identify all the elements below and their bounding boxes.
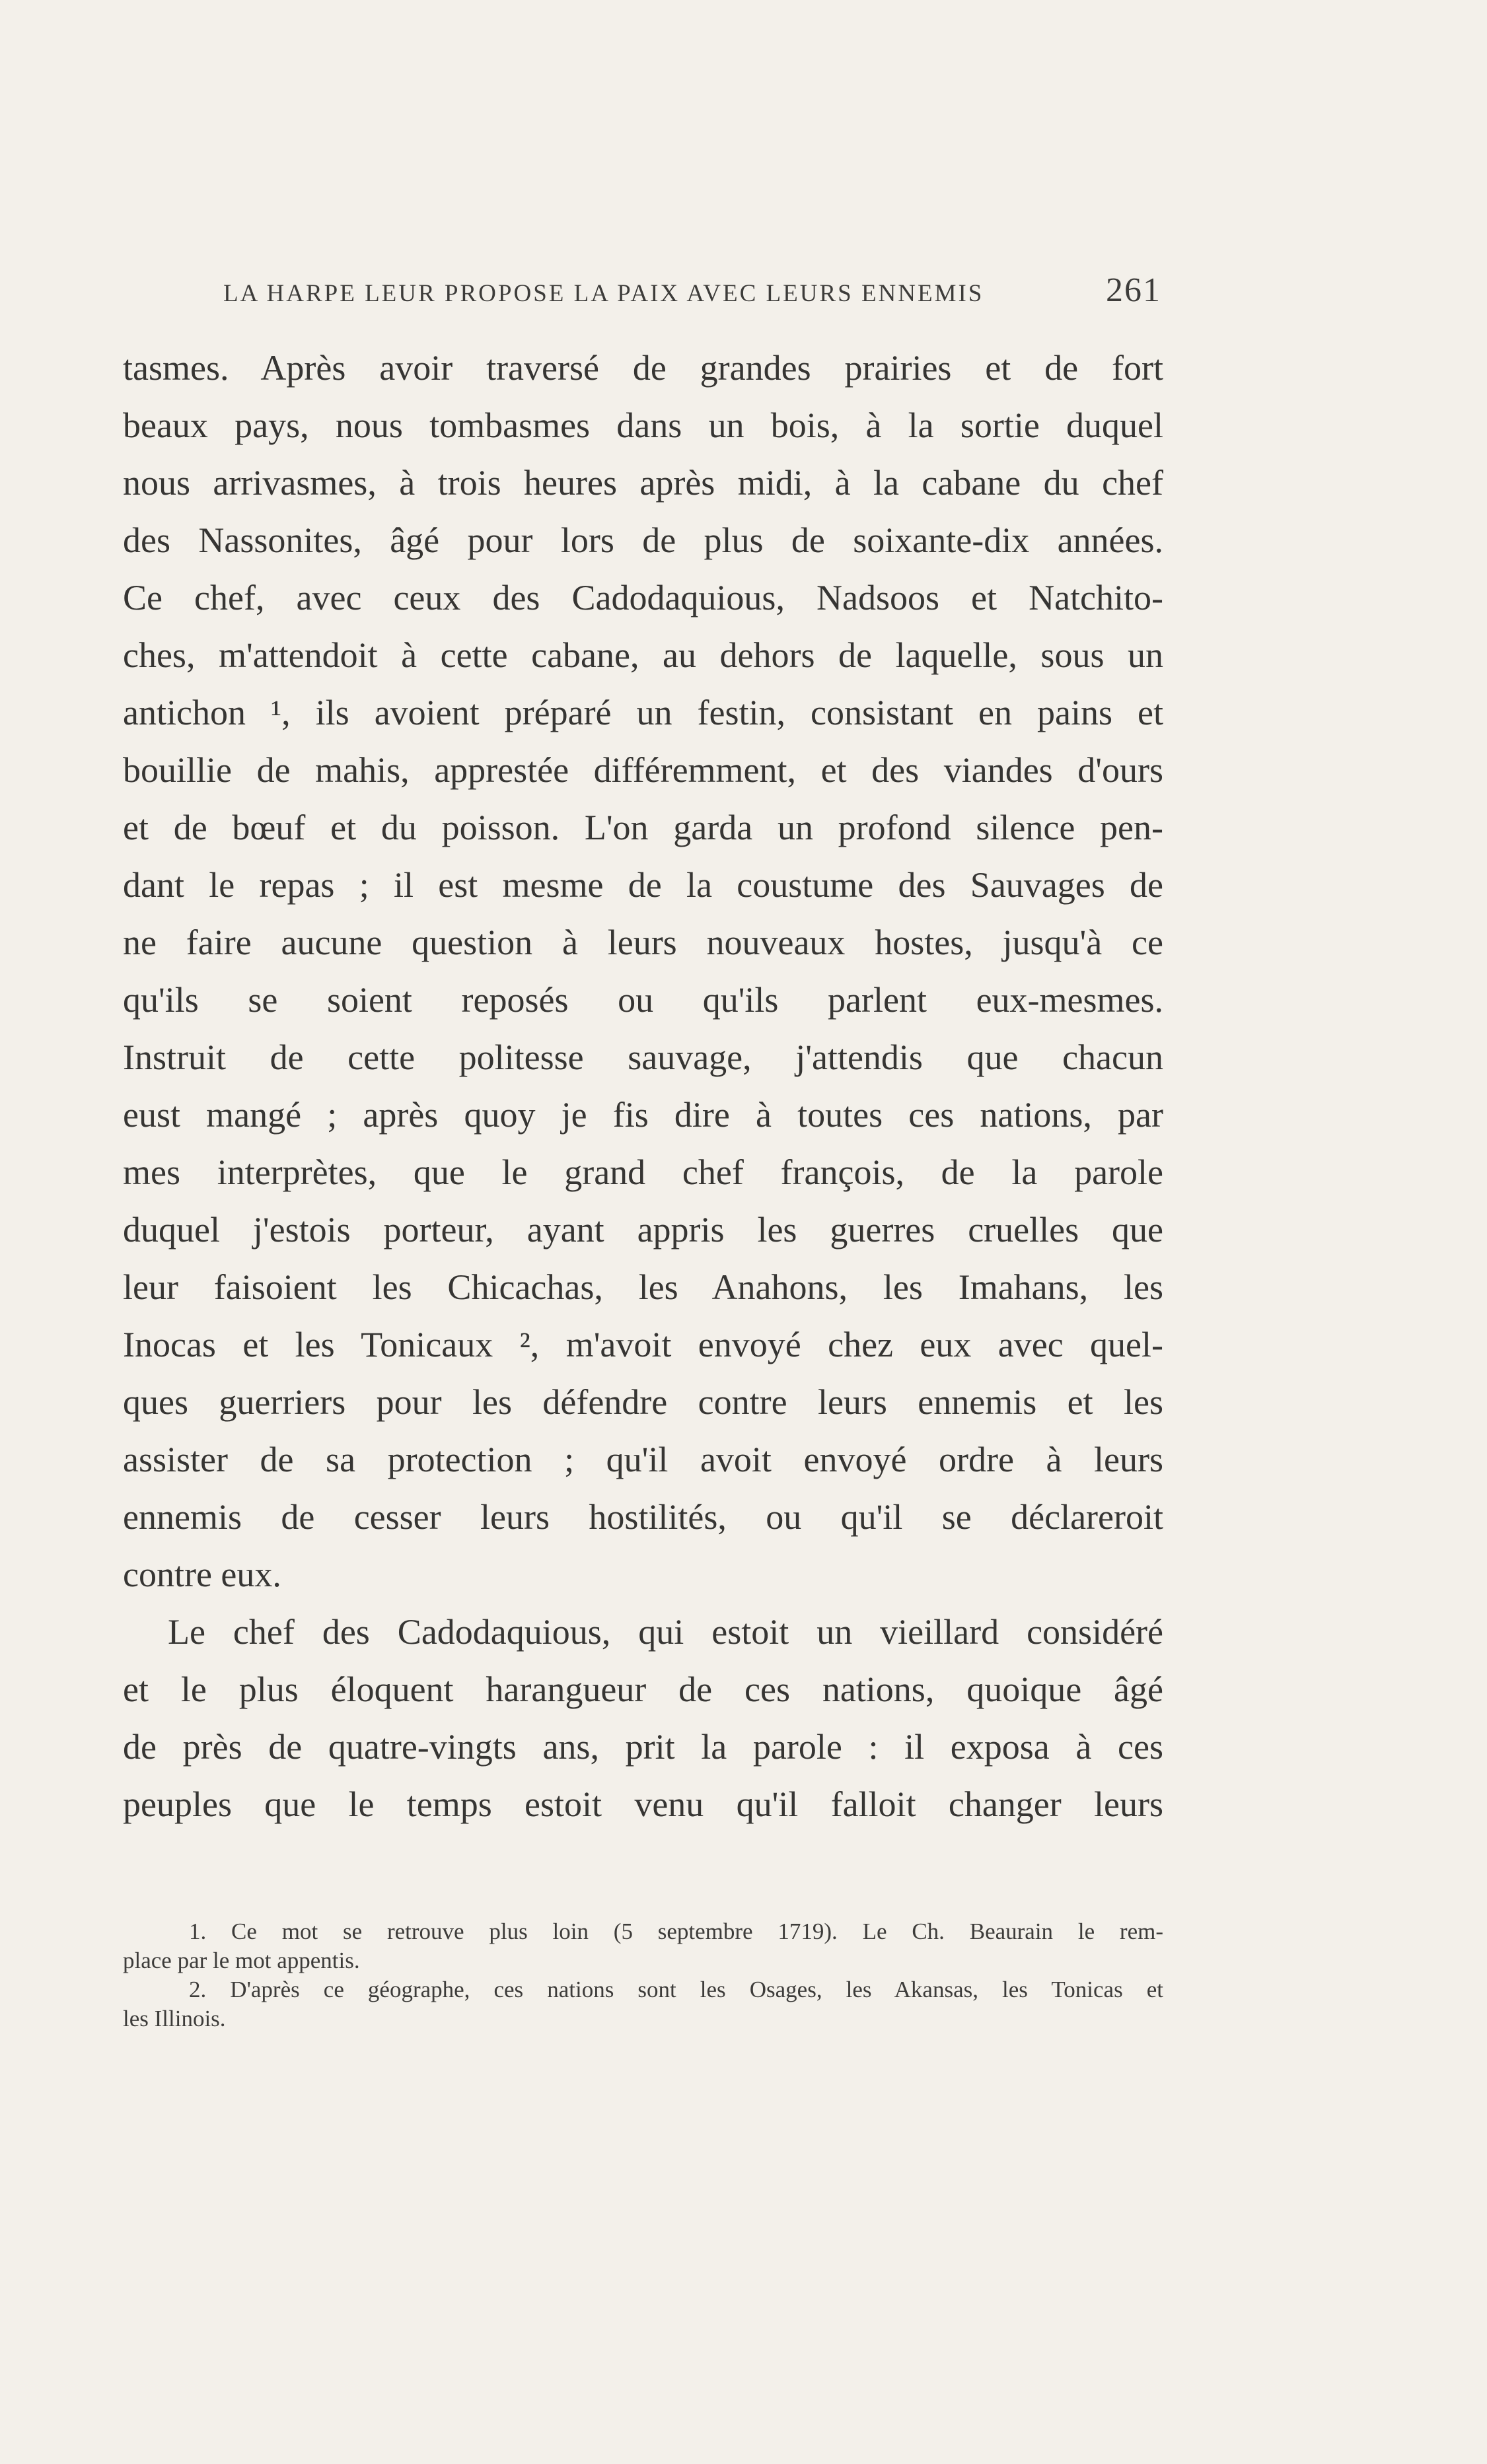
footnote-line: place par le mot appentis.	[123, 1948, 360, 1973]
text-line: eust mangé ; après quoy je fis dire à toutes ces nations, par	[123, 1095, 1163, 1135]
text-line: bouillie de mahis, apprestée différemment, et des viandes d'ours	[123, 750, 1163, 790]
text-line: ques guerriers pour les défendre contre leurs ennemis et les	[123, 1382, 1163, 1422]
text-line: assister de sa protection ; qu'il avoit envoyé ordre à leurs	[123, 1440, 1163, 1479]
text-line: ennemis de cesser leurs hostilités, ou qu'il se déclareroit	[123, 1497, 1163, 1537]
text-line: Le chef des Cadodaquious, qui estoit un vieillard considéré	[168, 1612, 1163, 1652]
text-line: Ce chef, avec ceux des Cadodaquious, Nadsoos et Natchito-	[123, 578, 1163, 617]
text-line: et de bœuf et du poisson. L'on garda un profond silence pen-	[123, 808, 1163, 847]
footnote-line: les Illinois.	[123, 2006, 226, 2031]
text-line: qu'ils se soient reposés ou qu'ils parlent eux-mesmes.	[123, 980, 1163, 1020]
text-line: et le plus éloquent harangueur de ces nations, quoique âgé	[123, 1670, 1163, 1709]
text-line: Inocas et les Tonicaux ², m'avoit envoyé chez eux avec quel-	[123, 1325, 1163, 1364]
footnotes	[123, 1917, 1163, 2033]
text-line: beaux pays, nous tombasmes dans un bois, à la sortie duquel	[123, 405, 1163, 445]
footnote-line: 1. Ce mot se retrouve plus loin (5 septembre 1719). Le Ch. Beaurain le rem-	[189, 1918, 1163, 1944]
text-line: dant le repas ; il est mesme de la coustume des Sauvages de	[123, 865, 1163, 905]
text-line: duquel j'estois porteur, ayant appris les guerres cruelles que	[123, 1210, 1163, 1250]
text-line: ches, m'attendoit à cette cabane, au dehors de laquelle, sous un	[123, 635, 1163, 675]
text-line: mes interprètes, que le grand chef françois, de la parole	[123, 1152, 1163, 1192]
text-line: leur faisoient les Chicachas, les Anahons, les Imahans, les	[123, 1267, 1163, 1307]
running-title: LA HARPE LEUR PROPOSE LA PAIX AVEC LEURS ENNEMIS	[223, 280, 984, 307]
text-line: contre eux.	[123, 1555, 281, 1594]
text-line: des Nassonites, âgé pour lors de plus de soixante-dix années.	[123, 520, 1163, 560]
page-number: 261	[1106, 271, 1161, 309]
footnote-line: 2. D'après ce géographe, ces nations sont les Osages, les Akansas, les Tonicas et	[189, 1977, 1163, 2002]
text-line: tasmes. Après avoir traversé de grandes prairies et de fort	[123, 348, 1163, 388]
text-line: ne faire aucune question à leurs nouveaux hostes, jusqu'à ce	[123, 923, 1163, 962]
text-line: nous arrivasmes, à trois heures après midi, à la cabane du chef	[123, 463, 1163, 503]
running-head	[223, 271, 1161, 317]
text-line: antichon ¹, ils avoient préparé un festin, consistant en pains et	[123, 693, 1163, 732]
text-line: Instruit de cette politesse sauvage, j'attendis que chacun	[123, 1038, 1163, 1077]
text-line: peuples que le temps estoit venu qu'il falloit changer leurs	[123, 1784, 1163, 1824]
body-text	[123, 339, 1163, 1833]
text-line: de près de quatre-vingts ans, prit la parole : il exposa à ces	[123, 1727, 1163, 1767]
